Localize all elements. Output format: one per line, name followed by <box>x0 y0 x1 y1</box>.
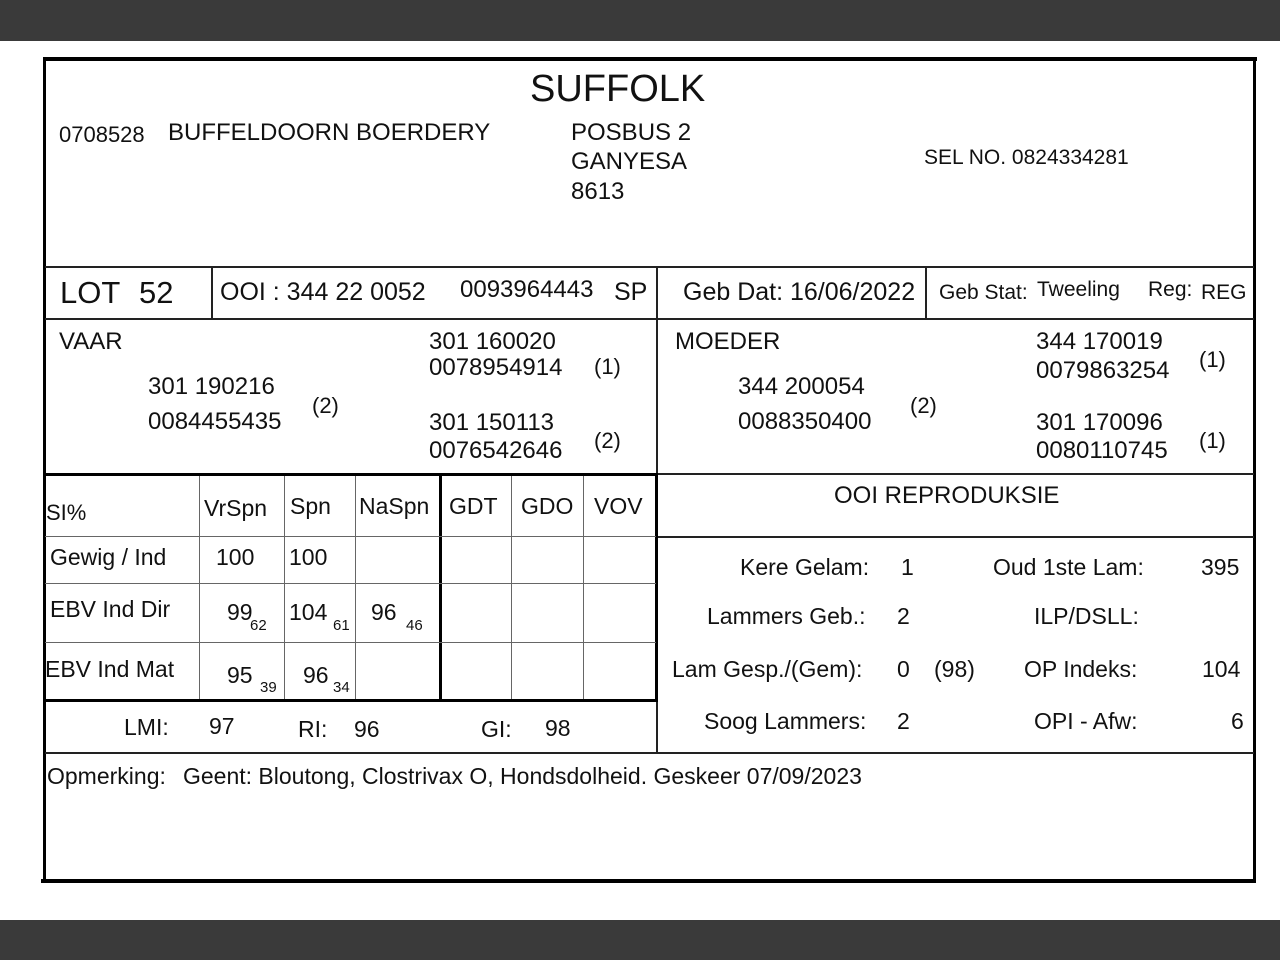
divider-repro-title <box>658 536 1254 538</box>
breed-title: SUFFOLK <box>530 68 706 110</box>
ooi-id: OOI : 344 22 0052 <box>220 278 426 306</box>
sel-number: SEL NO. 0824334281 <box>924 146 1129 169</box>
ebv-mat-vrspn-accuracy: 39 <box>260 679 277 696</box>
card-border-left <box>43 57 46 883</box>
header-vov: VOV <box>594 493 643 519</box>
ebv-mat-spn-accuracy: 34 <box>333 679 350 696</box>
card-border-bottom <box>41 879 1254 883</box>
divider-lot-2 <box>656 266 658 320</box>
sire-dam-number: 0076542646 <box>429 437 563 464</box>
divider-pedigree <box>656 318 658 473</box>
header-vrspn: VrSpn <box>204 495 268 521</box>
repro-title: OOI REPRODUKSIE <box>834 482 1060 509</box>
dam-dam-id: 301 170096 <box>1036 409 1163 436</box>
sire-grade: (2) <box>312 393 339 418</box>
op-indeks-label: OP Indeks: <box>1024 656 1138 682</box>
lam-gesp-value: 0 <box>897 656 910 682</box>
remarks-text: Geent: Bloutong, Clostrivax O, Hondsdolheid. Geskeer 07/09/2023 <box>183 763 862 789</box>
divider-lot-bottom <box>45 318 1254 320</box>
dam-number: 0088350400 <box>738 408 872 435</box>
perf-table-bottom <box>45 699 658 702</box>
sire-sire-number: 0078954914 <box>429 354 563 381</box>
ebv-dir-naspn: 96 <box>371 599 397 625</box>
perf-col-line-5 <box>583 476 584 699</box>
reg-label: Reg: <box>1148 278 1193 301</box>
weight-spn: 100 <box>289 544 328 570</box>
sp-code: SP <box>614 278 648 306</box>
birth-status-label: Geb Stat: <box>939 281 1028 304</box>
soog-lammers-label: Soog Lammers: <box>704 708 867 734</box>
address-line-2: GANYESA <box>571 148 688 175</box>
dam-grade: (2) <box>910 393 937 418</box>
reg-value: REG <box>1201 281 1247 304</box>
oud-1ste-lam-value: 395 <box>1201 554 1240 580</box>
sire-dam-id: 301 150113 <box>429 409 555 436</box>
owner-name: BUFFELDOORN BOERDERY <box>168 119 491 146</box>
lot-label: LOT <box>60 275 121 310</box>
birth-date: Geb Dat: 16/06/2022 <box>683 278 916 306</box>
lmi-label: LMI: <box>124 714 169 740</box>
lammers-geb-value: 2 <box>897 603 910 629</box>
owner-number: 0708528 <box>59 122 145 147</box>
dam-dam-grade: (1) <box>1199 428 1226 453</box>
sire-sire-grade: (1) <box>594 354 621 379</box>
card-border-top <box>43 57 1257 61</box>
perf-col-line-4 <box>511 476 512 699</box>
divider-remarks <box>45 752 1254 754</box>
birth-status-value: Tweeling <box>1037 278 1120 301</box>
perf-row-line-3 <box>45 642 656 643</box>
dam-dam-number: 0080110745 <box>1036 437 1168 464</box>
kere-gelam-value: 1 <box>901 554 914 580</box>
remarks-label: Opmerking: <box>47 763 166 789</box>
perf-table-right <box>655 473 658 702</box>
perf-col-line-2 <box>284 476 285 699</box>
gi-label: GI: <box>481 716 512 742</box>
row-label-ebv-dir: EBV Ind Dir <box>50 596 171 622</box>
lam-gesp-gem: (98) <box>934 656 975 682</box>
sire-id: 301 190216 <box>148 373 275 400</box>
kere-gelam-label: Kere Gelam: <box>740 554 870 580</box>
gi-value: 98 <box>545 715 571 741</box>
divider-repro-left <box>656 702 658 754</box>
divider-lot-3 <box>925 266 927 320</box>
weight-vrspn: 100 <box>216 544 255 570</box>
header-gdo: GDO <box>521 493 574 519</box>
animal-number: 0093964443 <box>460 276 594 303</box>
dam-sire-id: 344 170019 <box>1036 328 1163 355</box>
dam-sire-grade: (1) <box>1199 347 1226 372</box>
op-indeks-value: 104 <box>1202 656 1241 682</box>
header-si: SI% <box>46 500 87 525</box>
sire-label: VAAR <box>59 328 123 355</box>
divider-lot-top <box>45 266 1254 268</box>
ebv-dir-vrspn: 99 <box>227 599 253 625</box>
header-gdt: GDT <box>449 493 498 519</box>
sire-number: 0084455435 <box>148 408 282 435</box>
address-line-1: POSBUS 2 <box>571 119 692 146</box>
oud-1ste-lam-label: Oud 1ste Lam: <box>993 554 1144 580</box>
address-line-3: 8613 <box>571 178 625 205</box>
lammers-geb-label: Lammers Geb.: <box>707 603 866 629</box>
sire-sire-id: 301 160020 <box>429 328 556 355</box>
ri-label: RI: <box>298 716 328 742</box>
perf-table-top <box>45 473 658 476</box>
row-label-weight: Gewig / Ind <box>50 544 167 570</box>
row-label-ebv-mat: EBV Ind Mat <box>45 656 175 682</box>
ilp-dsll-label: ILP/DSLL: <box>1034 603 1139 629</box>
card-border-right <box>1253 57 1256 883</box>
ri-value: 96 <box>354 716 380 742</box>
ebv-mat-spn: 96 <box>303 662 329 688</box>
dam-sire-number: 0079863254 <box>1036 357 1170 384</box>
perf-col-line-3 <box>355 476 356 699</box>
perf-row-line-2 <box>45 583 656 584</box>
header-spn: Spn <box>290 493 331 519</box>
perf-row-line-1 <box>45 536 656 537</box>
opi-afw-label: OPI - Afw: <box>1034 708 1138 734</box>
sire-dam-grade: (2) <box>594 428 621 453</box>
ebv-dir-spn-accuracy: 61 <box>333 617 350 634</box>
lmi-value: 97 <box>209 713 235 739</box>
lam-gesp-label: Lam Gesp./(Gem): <box>672 656 863 682</box>
perf-col-line-1 <box>199 476 200 699</box>
dam-id: 344 200054 <box>738 373 865 400</box>
lot-number: 52 <box>139 275 174 310</box>
divider-lot-1 <box>211 266 213 320</box>
header-naspn: NaSpn <box>359 493 430 519</box>
ebv-dir-naspn-accuracy: 46 <box>406 617 423 634</box>
divider-repro-top <box>658 473 1254 475</box>
dam-label: MOEDER <box>675 328 781 355</box>
ebv-dir-spn: 104 <box>289 599 328 625</box>
ebv-dir-vrspn-accuracy: 62 <box>250 617 267 634</box>
soog-lammers-value: 2 <box>897 708 910 734</box>
opi-afw-value: 6 <box>1231 708 1244 734</box>
ebv-mat-vrspn: 95 <box>227 662 253 688</box>
perf-table-divider <box>439 473 442 702</box>
